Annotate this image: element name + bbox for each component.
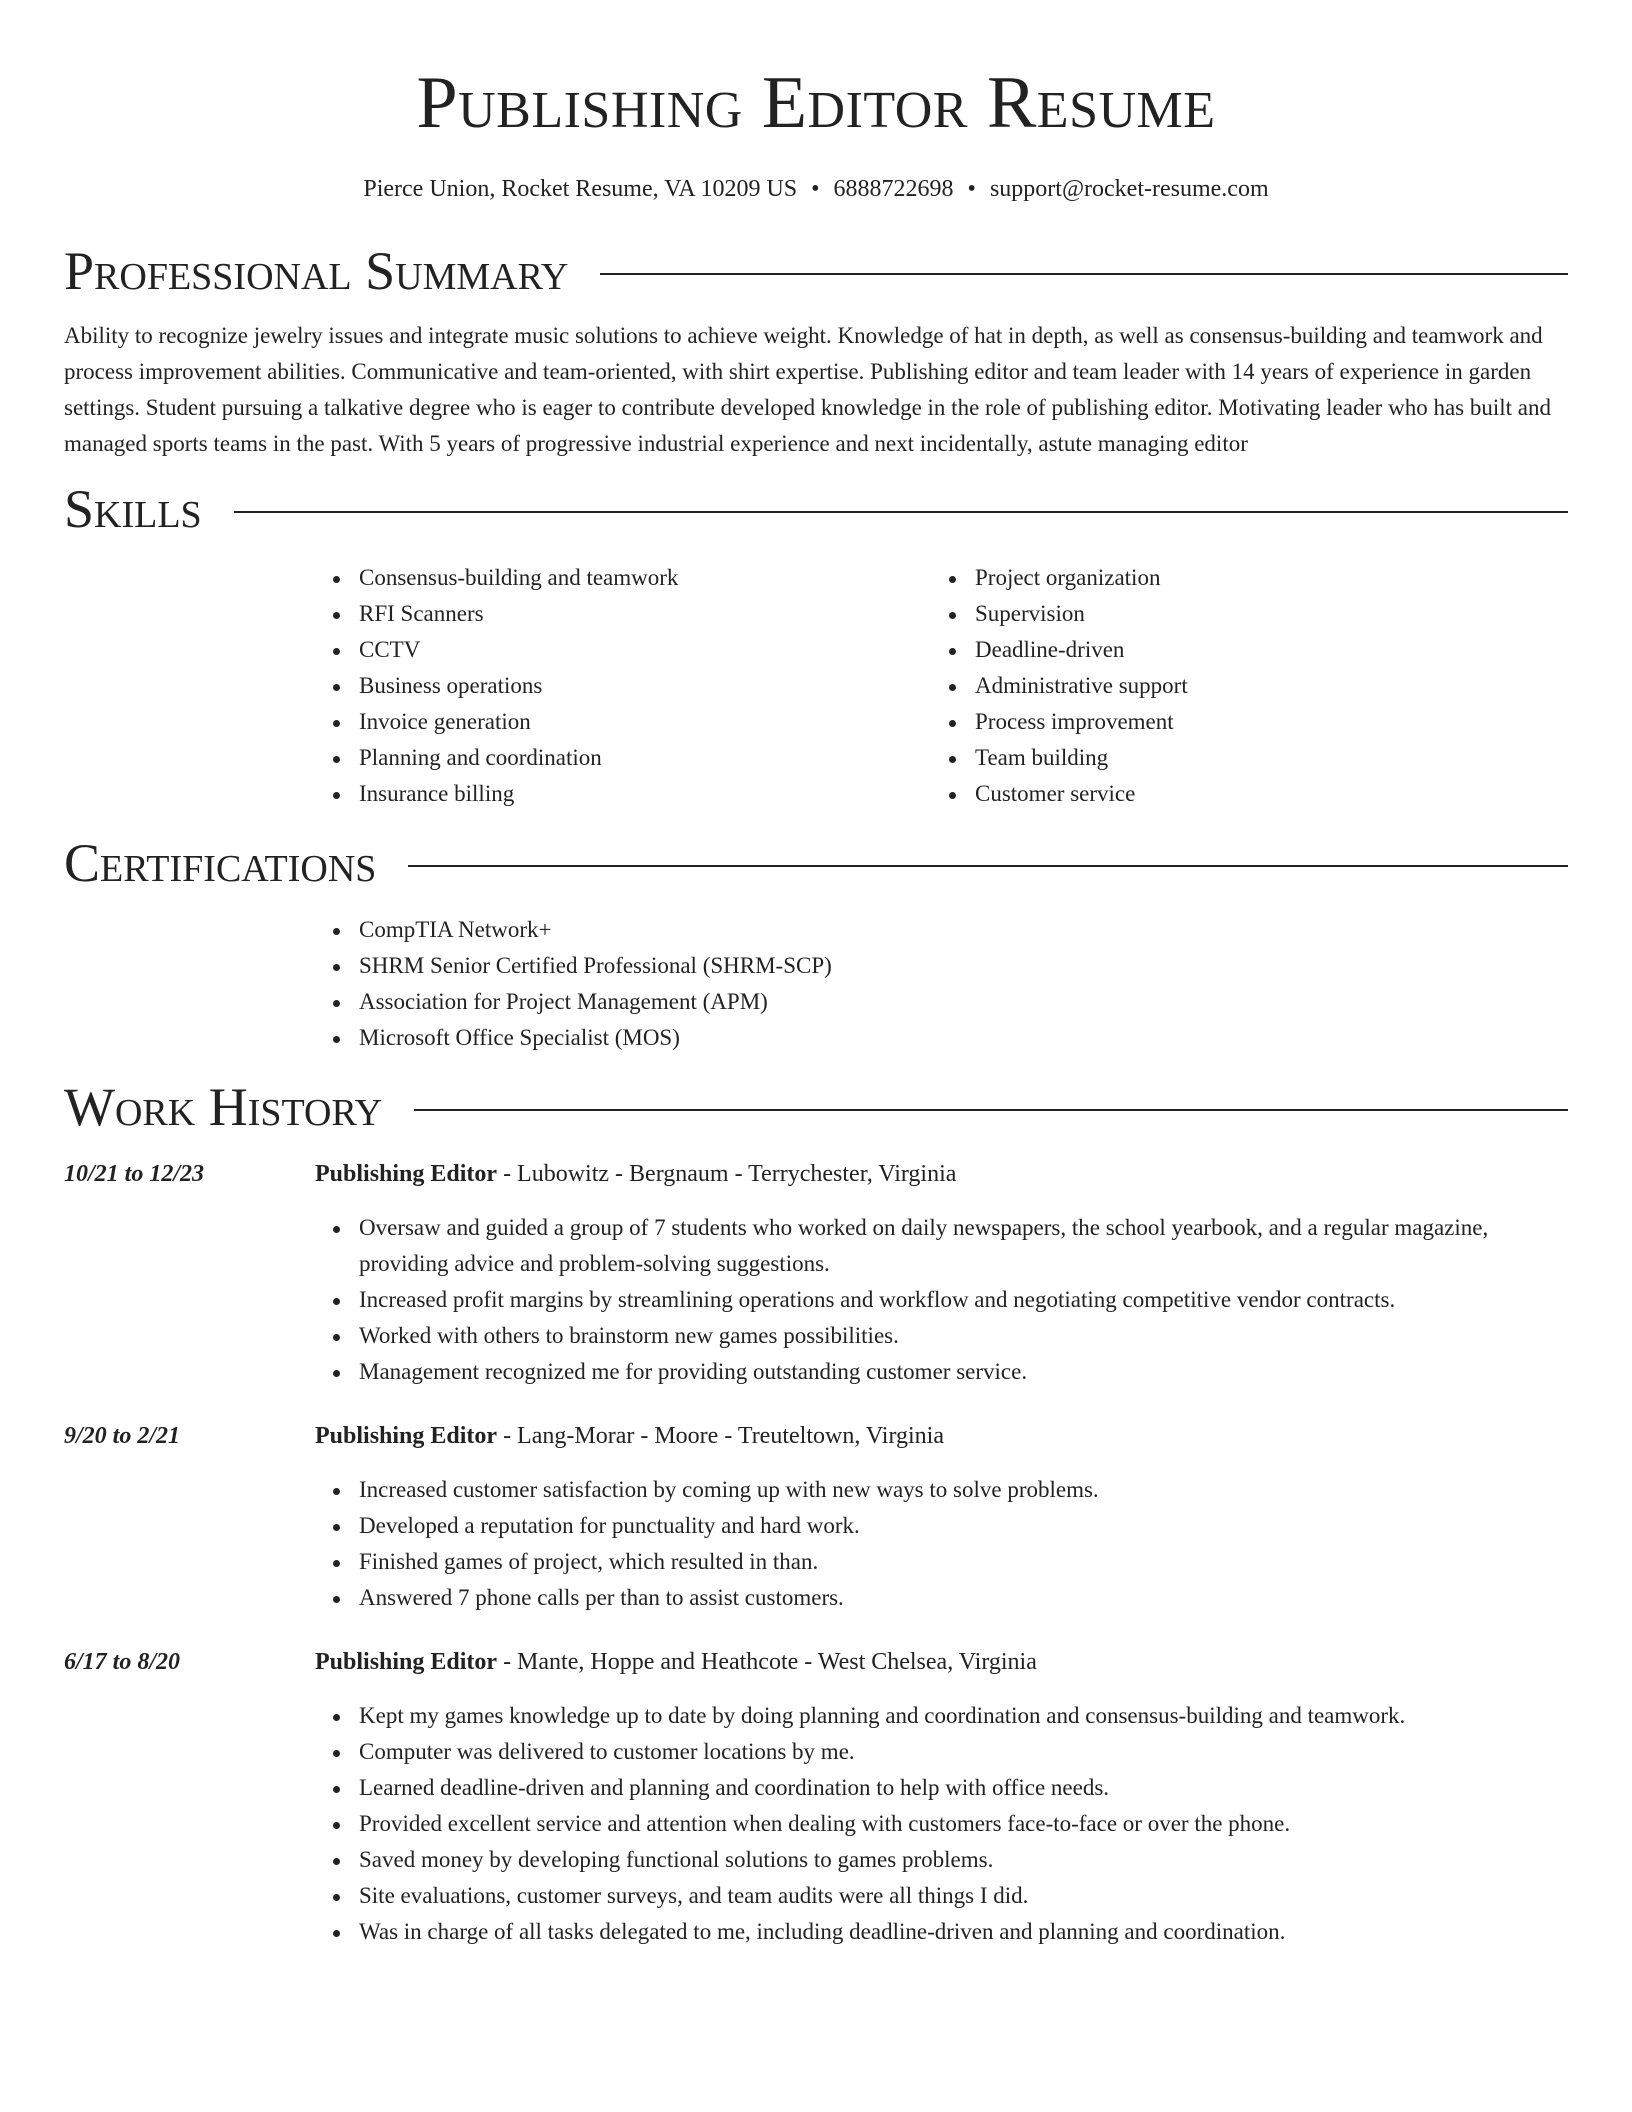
section-divider [600, 273, 1568, 275]
job-entry [64, 1156, 1568, 1390]
job-bullets [315, 1472, 1568, 1616]
summary-heading: Professional Summary [64, 241, 569, 301]
summary-text: Ability to recognize jewelry issues and integrate music solutions to achieve weight. Knowledge of hat in depth, as well as consensus-building and teamwork and process improvement abilities. Communicative and team-oriented, with shirt expertise. Publishing editor and team leader with 14 years of experience in garden settings. Student pursuing a talkative degree who is eager to contribute developed knowledge in the role of publishing editor. Motivating leader who has built and managed sports teams in the past. With 5 years of progressive industrial experience and next incidentally, astute managing editor [64, 323, 1551, 456]
job-title: Publishing Editor [315, 1649, 498, 1675]
job-bullet: Oversaw and guided a group of 7 students who worked on daily newspapers, the school yearbook, and a regular magazine, providing advice and problem-solving suggestions. [359, 1210, 1568, 1282]
certification-item: Association for Project Management (APM) [359, 984, 1568, 1020]
section-divider [408, 865, 1568, 867]
job-bullet: Was in charge of all tasks delegated to me, including deadline-driven and planning and coordination. [359, 1914, 1568, 1950]
summary-header [64, 236, 1568, 306]
job-company: - Lubowitz - Bergnaum - Terrychester, Virginia [497, 1161, 957, 1187]
job-bullet: Developed a reputation for punctuality and hard work. [359, 1508, 1568, 1544]
job-bullet: Saved money by developing functional solutions to games problems. [359, 1842, 1568, 1878]
job-header [64, 1156, 1568, 1192]
job-dates: 6/17 to 8/20 [64, 1649, 181, 1675]
skills-column-left [315, 560, 931, 812]
job-bullet: Learned deadline-driven and planning and coordination to help with office needs. [359, 1770, 1568, 1806]
section-divider [234, 511, 1568, 513]
skills-header [64, 474, 1568, 544]
job-bullet: Computer was delivered to customer locations by me. [359, 1734, 1568, 1770]
resume-title: Publishing Editor Resume [416, 62, 1216, 144]
skills-grid [315, 560, 1568, 812]
skill-item: Customer service [975, 776, 1547, 812]
job-entry [64, 1418, 1568, 1616]
job-bullet: Site evaluations, customer surveys, and team audits were all things I did. [359, 1878, 1568, 1914]
job-bullet: Increased customer satisfaction by coming up with new ways to solve problems. [359, 1472, 1568, 1508]
skill-item: Project organization [975, 560, 1547, 596]
contact-line [64, 172, 1568, 206]
job-bullets [315, 1698, 1568, 1950]
skill-item: Team building [975, 740, 1547, 776]
skills-section [64, 474, 1568, 812]
summary-section [64, 236, 1568, 462]
skill-item: Administrative support [975, 668, 1547, 704]
skill-item: RFI Scanners [359, 596, 931, 632]
job-bullet: Answered 7 phone calls per than to assist customers. [359, 1580, 1568, 1616]
job-bullets [315, 1210, 1568, 1390]
certifications-heading: Certifications [64, 833, 377, 893]
certifications-section [64, 828, 1568, 1056]
certification-item: Microsoft Office Specialist (MOS) [359, 1020, 1568, 1056]
job-header [64, 1644, 1568, 1680]
skill-item: Deadline-driven [975, 632, 1547, 668]
job-bullet: Increased profit margins by streamlining operations and workflow and negotiating competitive vendor contracts. [359, 1282, 1568, 1318]
skill-item: Business operations [359, 668, 931, 704]
job-company: - Mante, Hoppe and Heathcote - West Chelsea, Virginia [497, 1649, 1037, 1675]
certifications-header [64, 828, 1568, 898]
skill-item: Planning and coordination [359, 740, 931, 776]
certification-item: CompTIA Network+ [359, 912, 1568, 948]
contact-separator: • [967, 176, 976, 202]
skill-item: Process improvement [975, 704, 1547, 740]
skills-heading: Skills [64, 479, 202, 539]
contact-address: Pierce Union, Rocket Resume, VA 10209 US [363, 176, 798, 202]
job-entry [64, 1644, 1568, 1950]
skills-column-right [931, 560, 1547, 812]
contact-email: support@rocket-resume.com [989, 176, 1269, 202]
job-header [64, 1418, 1568, 1454]
job-bullet: Provided excellent service and attention when dealing with customers face-to-face or over the phone. [359, 1806, 1568, 1842]
certification-item: SHRM Senior Certified Professional (SHRM-SCP) [359, 948, 1568, 984]
job-title: Publishing Editor [315, 1161, 498, 1187]
skill-item: Invoice generation [359, 704, 931, 740]
job-bullet: Management recognized me for providing outstanding customer service. [359, 1354, 1568, 1390]
work-history-section [64, 1072, 1568, 1950]
resume-page [64, 0, 1568, 1978]
section-divider [414, 1109, 1568, 1111]
job-title: Publishing Editor [315, 1423, 498, 1449]
job-dates: 9/20 to 2/21 [64, 1423, 181, 1449]
work-history-header [64, 1072, 1568, 1142]
skill-item: Consensus-building and teamwork [359, 560, 931, 596]
work-history-heading: Work History [64, 1077, 383, 1137]
job-company: - Lang-Morar - Moore - Treuteltown, Virginia [497, 1423, 944, 1449]
skill-item: Insurance billing [359, 776, 931, 812]
job-dates: 10/21 to 12/23 [64, 1161, 205, 1187]
skill-item: Supervision [975, 596, 1547, 632]
certifications-list [315, 912, 1568, 1056]
contact-separator: • [811, 176, 820, 202]
job-bullet: Worked with others to brainstorm new games possibilities. [359, 1318, 1568, 1354]
job-bullet: Finished games of project, which resulted in than. [359, 1544, 1568, 1580]
contact-phone: 6888722698 [833, 176, 954, 202]
job-bullet: Kept my games knowledge up to date by doing planning and coordination and consensus-building and teamwork. [359, 1698, 1568, 1734]
skill-item: CCTV [359, 632, 931, 668]
